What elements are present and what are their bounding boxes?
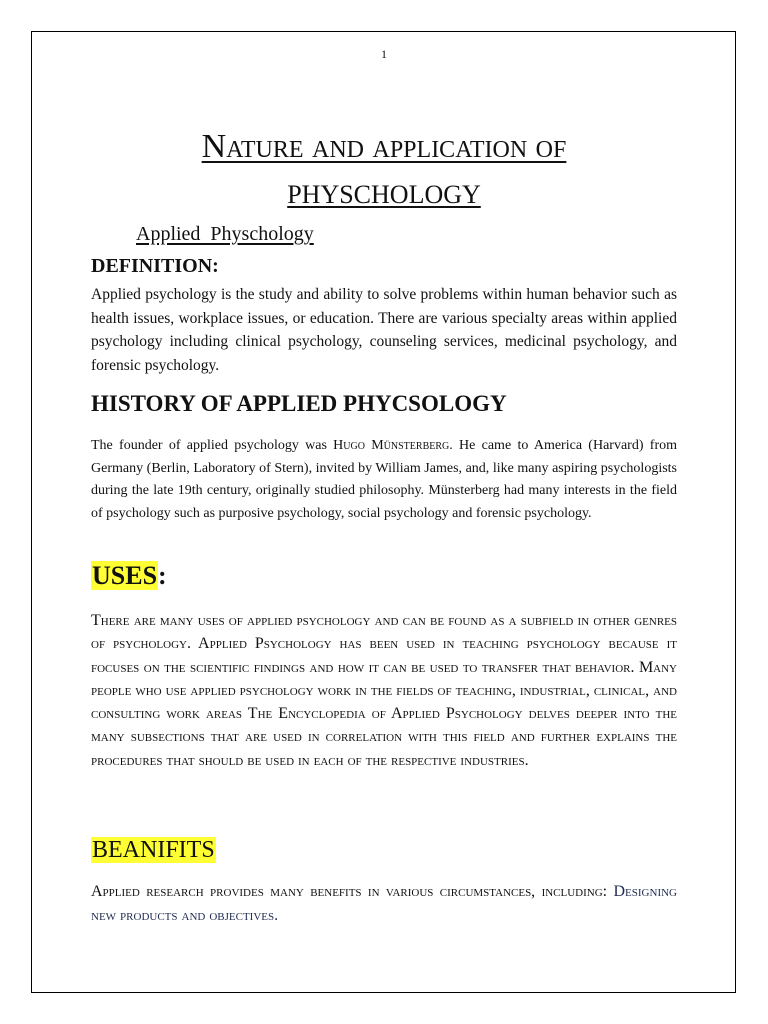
founder-name: Hugo Münsterberg: [333, 438, 450, 453]
page-subtitle: PHYSCHOLOGY: [287, 180, 481, 209]
history-text-after: . He came to America (Harvard) from Germany (Berlin, Laboratory of Stern), invited by William James, and, like many aspiring psychologists during the late 19th century, originally studied philosophy. Münsterberg had many interests in the field of psychology such as purposive psychology, social psychology and forensic psychology.: [91, 438, 677, 521]
definition-heading: DEFINITION:: [91, 255, 219, 277]
page-number: 1: [381, 47, 387, 61]
benefits-heading: [91, 832, 216, 868]
benefits-paragraph: [91, 880, 677, 927]
benefits-text-highlight: Designing new products and objectives.: [91, 883, 677, 924]
history-paragraph: [91, 435, 677, 525]
uses-heading: [91, 558, 167, 594]
definition-paragraph: Applied psychology is the study and ability to solve problems within human behavior such as health issues, workplace issues, or education. There are various specialty areas within applied psychology including clinical psychology, counseling services, medicinal psychology, and forensic psychology.: [91, 286, 677, 374]
section-title: Applied Physchology: [136, 223, 314, 245]
page-title: Nature and application of: [201, 128, 567, 165]
uses-heading-colon: :: [158, 561, 167, 590]
uses-heading-highlight: USES: [92, 561, 158, 590]
uses-paragraph: There are many uses of applied psychology and can be found as a subfield in other genres of psychology. Applied Psychology has been used in teaching psychology because it focuses on the scientific findings and how it can be used to transfer that behavior. Many people who use applied psychology work in the fields of teaching, industrial, clinical, and consulting work areas The Encyclopedia of Applied Psychology delves deeper into the many subsections that are used in correlation with this field and further explains the procedures that should be used in each of the respective industries.: [91, 612, 677, 769]
history-text-before: The founder of applied psychology was: [91, 438, 334, 453]
history-heading: HISTORY OF APPLIED PHYCSOLOGY: [91, 391, 507, 416]
benefits-text-before: Applied research provides many benefits in various circumstances, including:: [91, 883, 614, 900]
benefits-heading-highlight: BEANIFITS: [92, 837, 215, 863]
